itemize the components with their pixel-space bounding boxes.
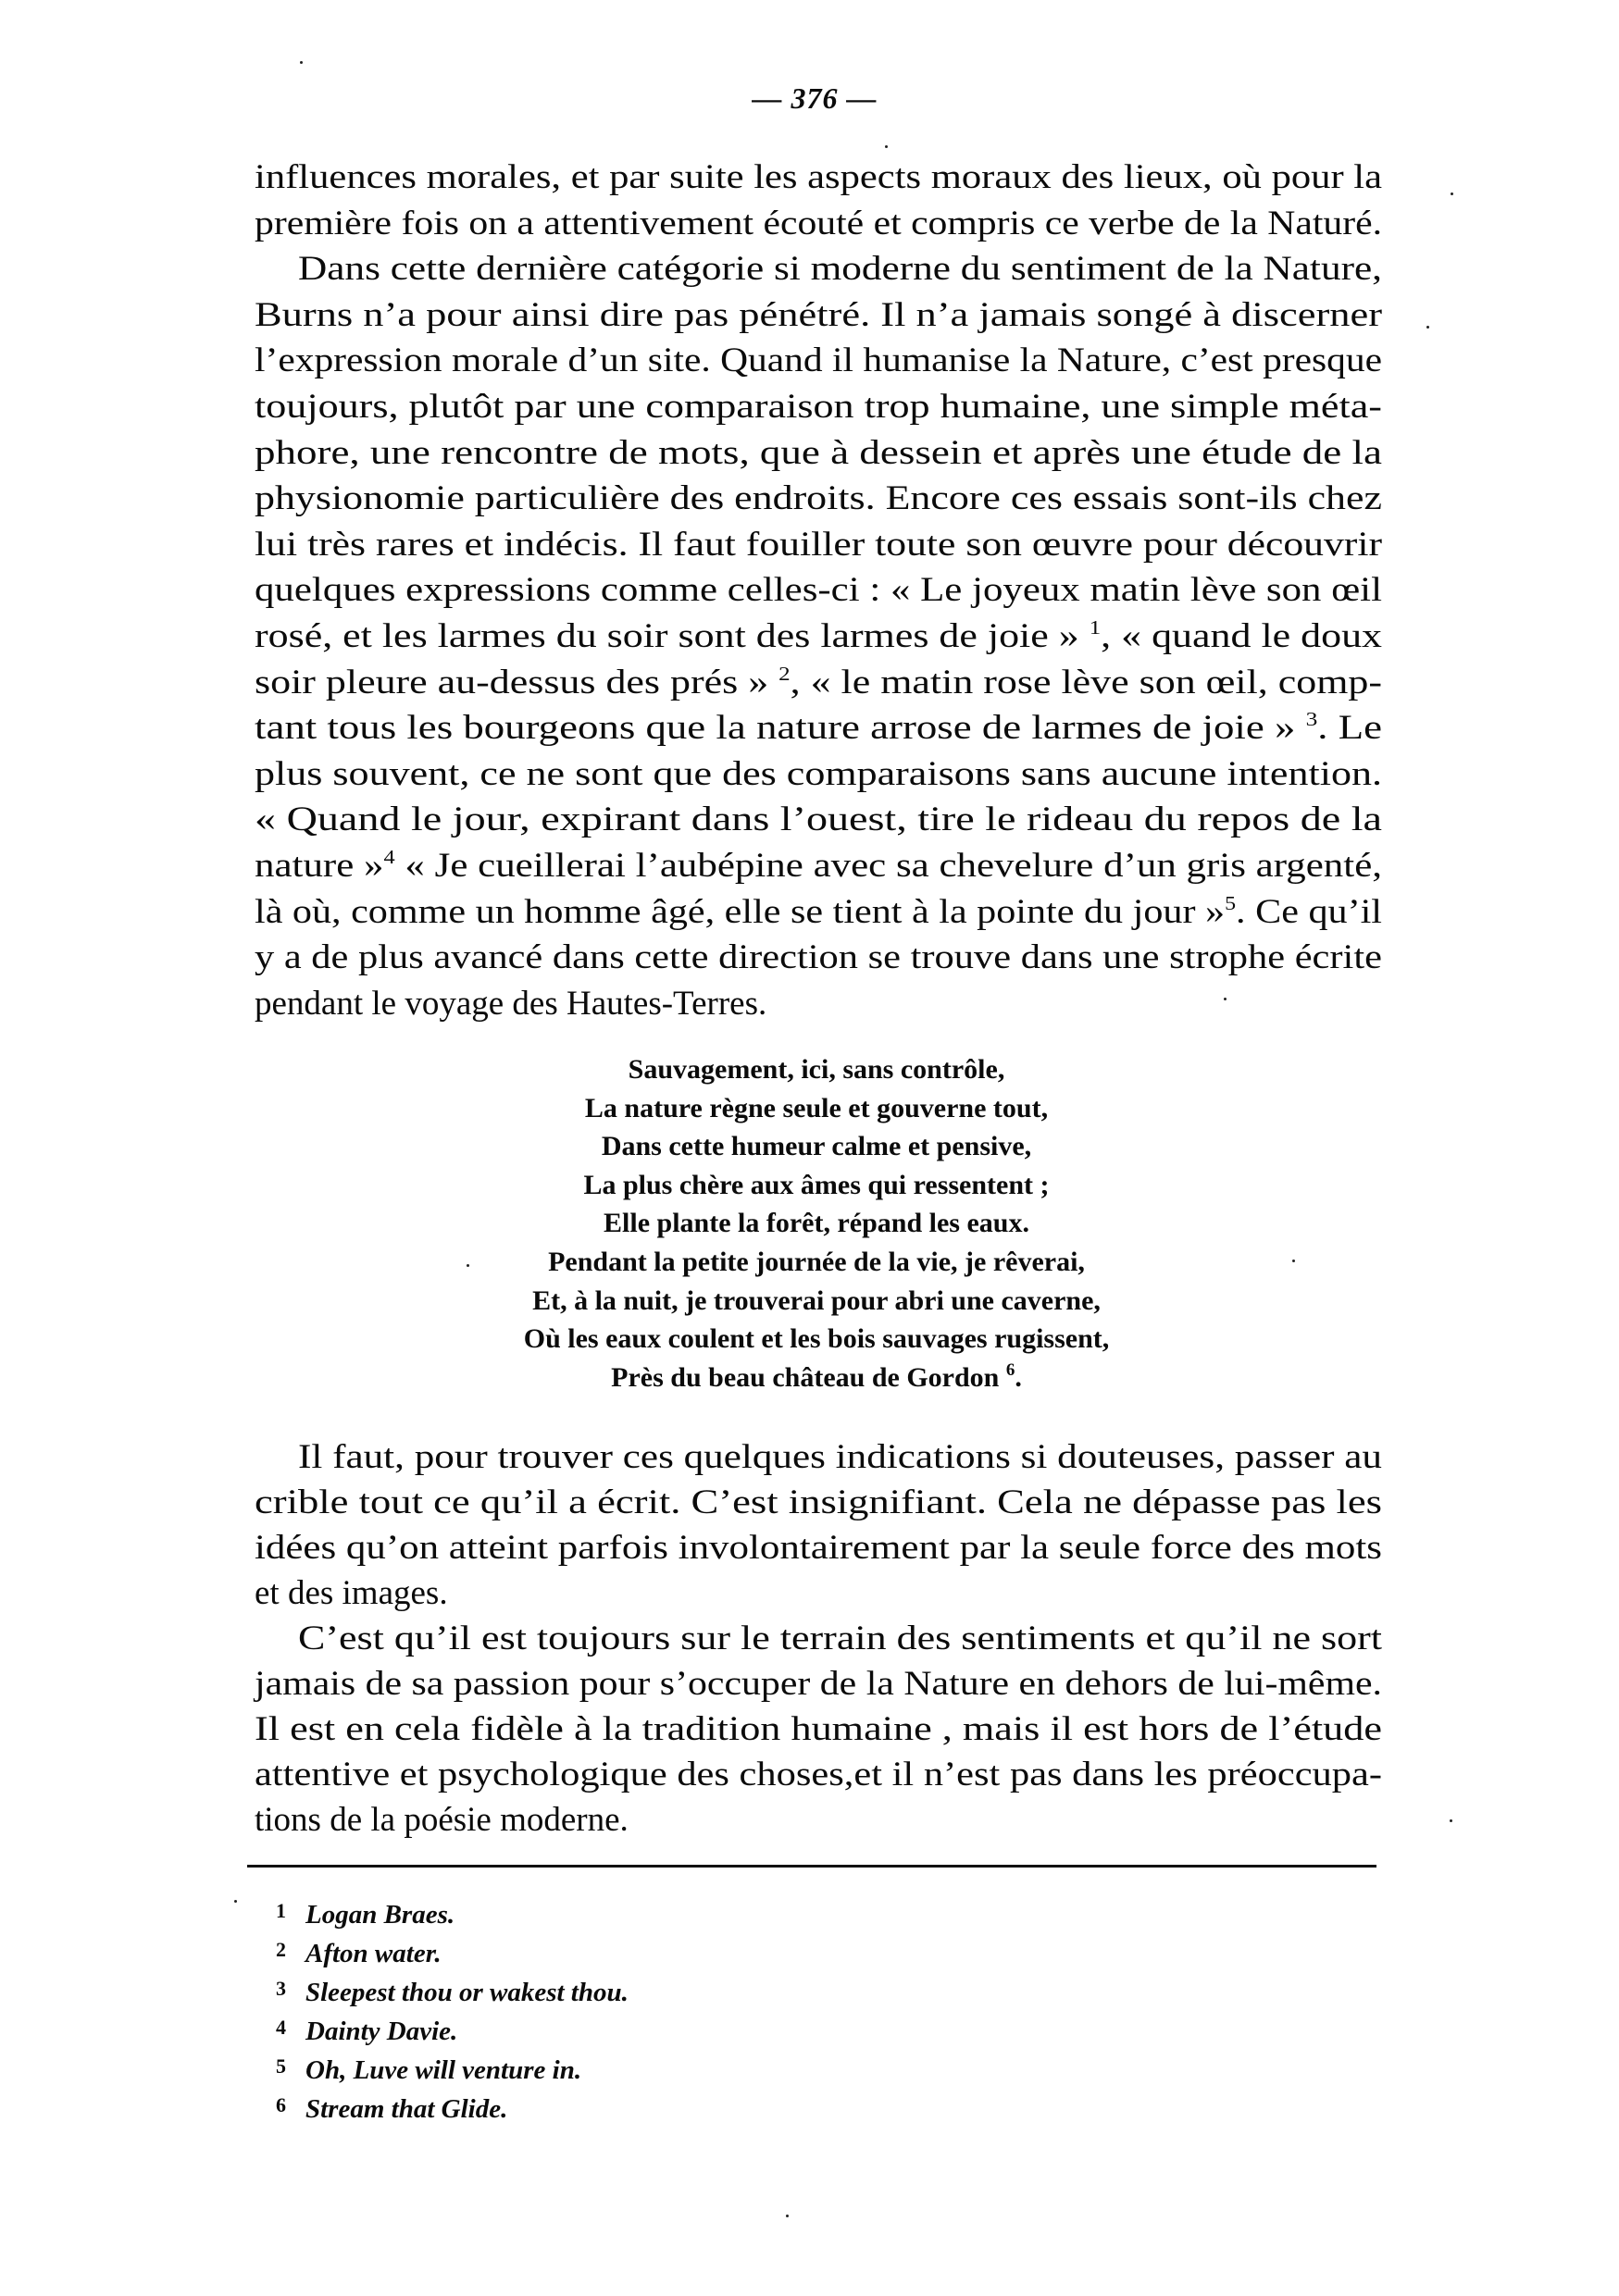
scan-speck: [1426, 326, 1429, 329]
body-line: Il est en cela fidèle à la tradition humaine , mais il est hors de l’étude: [255, 1710, 1382, 1748]
scan-speck: [300, 61, 303, 64]
scan-speck: [885, 145, 888, 148]
footnote-6: 6 Stream that Glide.: [276, 2093, 508, 2124]
body-line: crible tout ce qu’il a écrit. C’est insignifiant. Cela ne dépasse pas les: [255, 1483, 1382, 1521]
paragraph-start-line: Dans cette dernière catégorie si moderne du sentiment de la Nature,: [298, 250, 1382, 289]
body-line: lui très rares et indécis. Il faut fouiller toute son œuvre pour découvrir: [255, 525, 1382, 564]
body-line: plus souvent, ce ne sont que des comparaisons sans aucune intention.: [255, 754, 1382, 793]
verse-line: Près du beau château de Gordon $^6$.: [611, 1359, 1022, 1393]
verse-line: Elle plante la forêt, répand les eaux.: [604, 1208, 1029, 1239]
scan-speck: [786, 2215, 789, 2217]
verse-line: Où les eaux coulent et les bois sauvages rugissent,: [523, 1323, 1110, 1355]
footnote-5: 5 Oh, Luve will venture in.: [276, 2054, 582, 2085]
paragraph-start-line: C’est qu’il est toujours sur le terrain des sentiments et qu’il ne sort: [298, 1620, 1382, 1657]
body-line-last: et des images.: [255, 1574, 448, 1612]
footnote-ref-4[interactable]: 4: [383, 846, 395, 868]
body-line: attentive et psychologique des choses,et il n’est pas dans les préoccupa-: [255, 1756, 1382, 1793]
scan-speck: [467, 1264, 469, 1267]
verse-line: Pendant la petite journée de la vie, je rêverai,: [548, 1247, 1085, 1277]
body-line: tant tous les bourgeons que la nature arrose de larmes de joie » $^3$. Le: [255, 708, 1382, 748]
body-line: influences morales, et par suite les aspects moraux des lieux, où pour la: [255, 158, 1383, 196]
footnote-ref-1[interactable]: 1: [1089, 616, 1102, 639]
body-line: « Quand le jour, expirant dans l’ouest, tire le rideau du repos de la: [255, 800, 1382, 839]
scan-speck: [1450, 1819, 1452, 1822]
footnote-separator-rule: [247, 1865, 1376, 1868]
verse-line: Et, à la nuit, je trouverai pour abri une caverne,: [532, 1285, 1101, 1316]
footnote-2: 2 Afton water.: [276, 1938, 442, 1968]
verse-line: La nature règne seule et gouverne tout,: [584, 1092, 1049, 1123]
body-line: l’expression morale d’un site. Quand il humanise la Nature, c’est presque: [255, 341, 1382, 380]
body-line: soir pleure au-dessus des prés » $^2$, « le matin rose lève son œil, comp-: [255, 662, 1382, 701]
scan-speck: [1224, 998, 1227, 1000]
footnote-ref-6[interactable]: 6: [1005, 1359, 1015, 1380]
body-line: Burns n’a pour ainsi dire pas pénétré. Il n’a jamais songé à discerner: [255, 295, 1382, 334]
scan-speck: [1292, 1260, 1295, 1262]
footnote-1: 1 Logan Braes.: [276, 1899, 455, 1930]
page-number: — 376 —: [752, 81, 878, 115]
scan-speck: [234, 1900, 237, 1903]
body-line-last: pendant le voyage des Hautes-Terres.: [255, 984, 767, 1023]
footnote-4: 4 Dainty Davie.: [276, 2016, 458, 2046]
verse-line: La plus chère aux âmes qui ressentent ;: [583, 1169, 1050, 1200]
body-line: première fois on a attentivement écouté et compris ce verbe de la Naturé.: [255, 204, 1382, 242]
body-line: là où, comme un homme âgé, elle se tient à la pointe du jour »$^5$. Ce qu’il: [255, 891, 1382, 931]
scan-speck: [1451, 192, 1453, 195]
verse-line: Sauvagement, ici, sans contrôle,: [628, 1054, 1005, 1085]
body-line: physionomie particulière des endroits. Encore ces essais sont-ils chez: [255, 479, 1382, 518]
paragraph-start-line: Il faut, pour trouver ces quelques indications si douteuses, passer au: [298, 1438, 1382, 1476]
body-line-last: tions de la poésie moderne.: [255, 1801, 629, 1839]
body-line: toujours, plutôt par une comparaison trop humaine, une simple méta-: [255, 388, 1382, 426]
body-line: idées qu’on atteint parfois involontairement par la seule force des mots: [255, 1529, 1382, 1567]
body-line: jamais de sa passion pour s’occuper de la Nature en dehors de lui-même.: [255, 1665, 1382, 1703]
verse-line: Dans cette humeur calme et pensive,: [601, 1131, 1032, 1162]
body-line: rosé, et les larmes du soir sont des larmes de joie » $^1$, « quand le doux: [255, 616, 1382, 655]
footnote-ref-5[interactable]: 5: [1225, 891, 1237, 914]
body-line: quelques expressions comme celles-ci : « Le joyeux matin lève son œil: [255, 571, 1382, 610]
body-line: nature »$^4$ « Je cueillerai l’aubépine avec sa chevelure d’un gris argenté,: [255, 846, 1383, 885]
footnote-ref-2[interactable]: 2: [778, 662, 791, 685]
body-line: y a de plus avancé dans cette direction se trouve dans une strophe écrite: [255, 938, 1382, 977]
body-line: phore, une rencontre de mots, que à dessein et après une étude de la: [255, 433, 1382, 472]
footnote-3: 3 Sleepest thou or wakest thou.: [276, 1977, 629, 2007]
footnote-ref-3[interactable]: 3: [1305, 708, 1318, 731]
